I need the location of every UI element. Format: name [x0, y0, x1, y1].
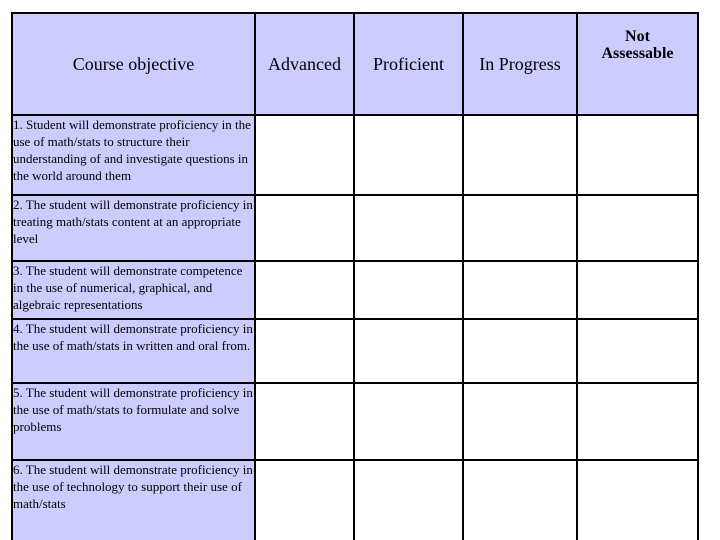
- rating-cell-in-progress: [463, 460, 577, 540]
- rating-cell-advanced: [255, 319, 354, 383]
- rating-cell-in-progress: [463, 383, 577, 460]
- header-not-assessable-line2: Assessable: [601, 45, 674, 62]
- rating-cell-proficient: [354, 115, 463, 195]
- rating-cell-not-assessable: [577, 319, 698, 383]
- header-in-progress: In Progress: [463, 13, 577, 115]
- rating-cell-proficient: [354, 319, 463, 383]
- rating-cell-in-progress: [463, 115, 577, 195]
- table-row: [12, 195, 698, 261]
- rating-cell-proficient: [354, 460, 463, 540]
- rating-cell-not-assessable: [577, 195, 698, 261]
- assessment-rubric-table: [11, 12, 699, 540]
- rating-cell-advanced: [255, 195, 354, 261]
- header-advanced: Advanced: [255, 13, 354, 115]
- rating-cell-not-assessable: [577, 460, 698, 540]
- header-not-assessable: [577, 13, 698, 115]
- rating-cell-proficient: [354, 195, 463, 261]
- header-course-objective: Course objective: [12, 13, 255, 115]
- objective-cell: 6. The student will demonstrate proficiency in the use of technology to support their use of math/stats: [12, 460, 255, 540]
- header-row: [12, 13, 698, 115]
- rating-cell-not-assessable: [577, 261, 698, 319]
- table-row: [12, 115, 698, 195]
- rating-cell-advanced: [255, 383, 354, 460]
- objective-cell: 4. The student will demonstrate proficiency in the use of math/stats in written and oral from.: [12, 319, 255, 383]
- rating-cell-not-assessable: [577, 115, 698, 195]
- rating-cell-proficient: [354, 261, 463, 319]
- table-row: [12, 261, 698, 319]
- objective-cell: 5. The student will demonstrate proficiency in the use of math/stats to formulate and solve problems: [12, 383, 255, 460]
- rating-cell-advanced: [255, 115, 354, 195]
- objective-cell: 2. The student will demonstrate proficiency in treating math/stats content at an appropriate level: [12, 195, 255, 261]
- table-row: [12, 460, 698, 540]
- objective-cell: 1. Student will demonstrate proficiency in the use of math/stats to structure their understanding of and investigate questions in the world around them: [12, 115, 255, 195]
- table-row: [12, 319, 698, 383]
- rating-cell-proficient: [354, 383, 463, 460]
- rating-cell-not-assessable: [577, 383, 698, 460]
- table-row: [12, 383, 698, 460]
- rating-cell-advanced: [255, 460, 354, 540]
- objective-cell: 3. The student will demonstrate competence in the use of numerical, graphical, and algebraic representations: [12, 261, 255, 319]
- rating-cell-advanced: [255, 261, 354, 319]
- rating-cell-in-progress: [463, 261, 577, 319]
- header-proficient: Proficient: [354, 13, 463, 115]
- rating-cell-in-progress: [463, 195, 577, 261]
- header-not-assessable-line1: Not: [625, 28, 650, 45]
- rating-cell-in-progress: [463, 319, 577, 383]
